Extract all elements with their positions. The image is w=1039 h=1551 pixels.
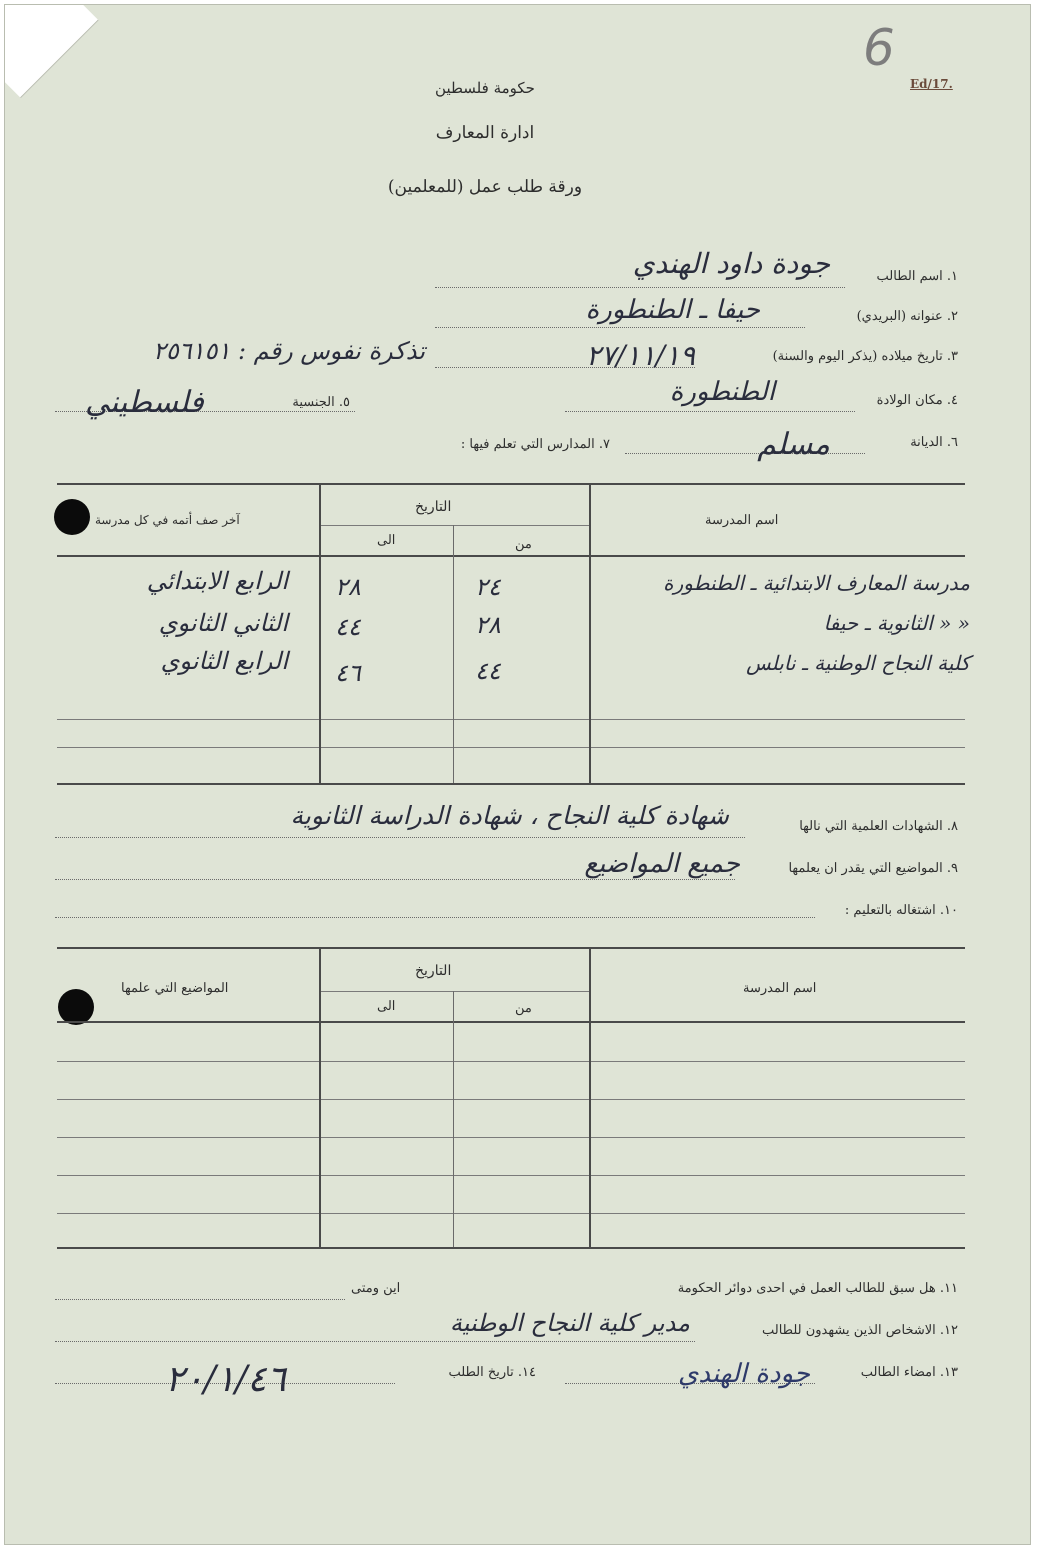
references-value: مدير كلية النجاح الوطنية: [449, 1309, 690, 1337]
table-row-to: ٢٨: [335, 573, 361, 601]
references-label: ١٢. الاشخاص الذين يشهدون للطالب: [761, 1323, 958, 1338]
date-value: ٢٠/١/٤٦: [165, 1359, 286, 1400]
references-line: [55, 1341, 695, 1342]
address-line: [435, 327, 805, 328]
table-row-from: ٤٤: [475, 657, 501, 685]
birthdate-label: ٣. تاريخ ميلاده (يذكر اليوم والسنة): [772, 349, 958, 364]
teaching-header-subjects: المواضيع التي علمها: [121, 981, 229, 996]
table-row-school: كلية النجاح الوطنية ـ نابلس: [746, 651, 970, 675]
schools-header-date: التاريخ: [415, 499, 452, 515]
nationality-label: ٥. الجنسية: [292, 395, 350, 410]
form-code: Ed/17.: [910, 77, 953, 91]
schools-header-from: من: [515, 537, 532, 552]
teaching-header-date: التاريخ: [415, 963, 452, 979]
subjects-value: جميع المواضيع: [584, 849, 740, 879]
government-title: حكومة فلسطين: [435, 79, 535, 97]
schools-header-last-grade: آخر صف أتمه في كل مدرسة: [95, 513, 240, 527]
form-title: ورقة طلب عمل (للمعلمين): [387, 177, 583, 197]
teaching-header-from: من: [515, 1001, 532, 1016]
name-line: [435, 287, 845, 288]
signature-label: ١٣. امضاء الطالب: [860, 1365, 958, 1380]
previous-work-label: ١١. هل سبق للطالب العمل في احدى دوائر الحكومة: [677, 1281, 958, 1296]
table-row-grade: الرابع الابتدائي: [146, 567, 288, 595]
form-page: [4, 4, 1031, 1545]
where-when-label: اين ومتى: [351, 1281, 401, 1296]
schools-label: ٧. المدارس التي تعلم فيها :: [460, 437, 610, 452]
table-row-school: مدرسة المعارف الابتدائية ـ الطنطورة: [663, 571, 970, 595]
table-row-from: ٢٤: [475, 573, 501, 601]
birthplace-line: [565, 411, 855, 412]
name-value: جودة داود الهندي: [632, 247, 830, 280]
religion-value: مسلم: [757, 427, 830, 462]
date-label: ١٤. تاريخ الطلب: [448, 1365, 536, 1380]
table-row-to: ٤٤: [335, 613, 361, 641]
table-row-to: ٤٦: [335, 659, 361, 687]
where-when-line: [55, 1299, 345, 1300]
birthdate-value: ٢٧/١١/١٩: [585, 339, 695, 372]
certificates-line: [55, 837, 745, 838]
subjects-label: ٩. المواضيع التي يقدر ان يعلمها: [788, 861, 958, 876]
schools-header-school: اسم المدرسة: [705, 513, 779, 528]
address-label: ٢. عنوانه (البريدي): [856, 309, 958, 324]
teaching-header-school: اسم المدرسة: [743, 981, 817, 996]
table-row-grade: الرابع الثانوي: [160, 647, 288, 675]
department-title: ادارة المعارف: [435, 123, 535, 143]
birthplace-value: الطنطورة: [669, 377, 775, 407]
birthplace-label: ٤. مكان الولادة: [876, 393, 958, 408]
page-number: 6: [863, 19, 895, 77]
signature-value: جودة الهندي: [678, 1359, 810, 1389]
punch-hole: [58, 989, 94, 1025]
punch-hole: [54, 499, 90, 535]
schools-header-to: الى: [377, 533, 396, 548]
religion-label: ٦. الديانة: [910, 435, 958, 450]
table-row-grade: الثاني الثانوي: [158, 609, 288, 637]
name-label: ١. اسم الطالب: [876, 269, 958, 284]
id-card-note: تذكرة نفوس رقم : ٢٥٦١٥١: [152, 337, 425, 365]
teaching-line: [55, 917, 815, 918]
teaching-header-to: الى: [377, 999, 396, 1014]
certificates-value: شهادة كلية النجاح ، شهادة الدراسة الثانوية: [290, 801, 729, 830]
subjects-line: [55, 879, 735, 880]
table-row-school: « « الثانوية ـ حيفا: [823, 611, 970, 635]
nationality-value: فلسطيني: [85, 385, 204, 420]
certificates-label: ٨. الشهادات العلمية التي نالها: [799, 819, 958, 834]
table-row-from: ٢٨: [475, 611, 501, 639]
address-value: حيفا ـ الطنطورة: [585, 295, 760, 325]
teaching-label: ١٠. اشتغاله بالتعليم :: [844, 903, 958, 918]
